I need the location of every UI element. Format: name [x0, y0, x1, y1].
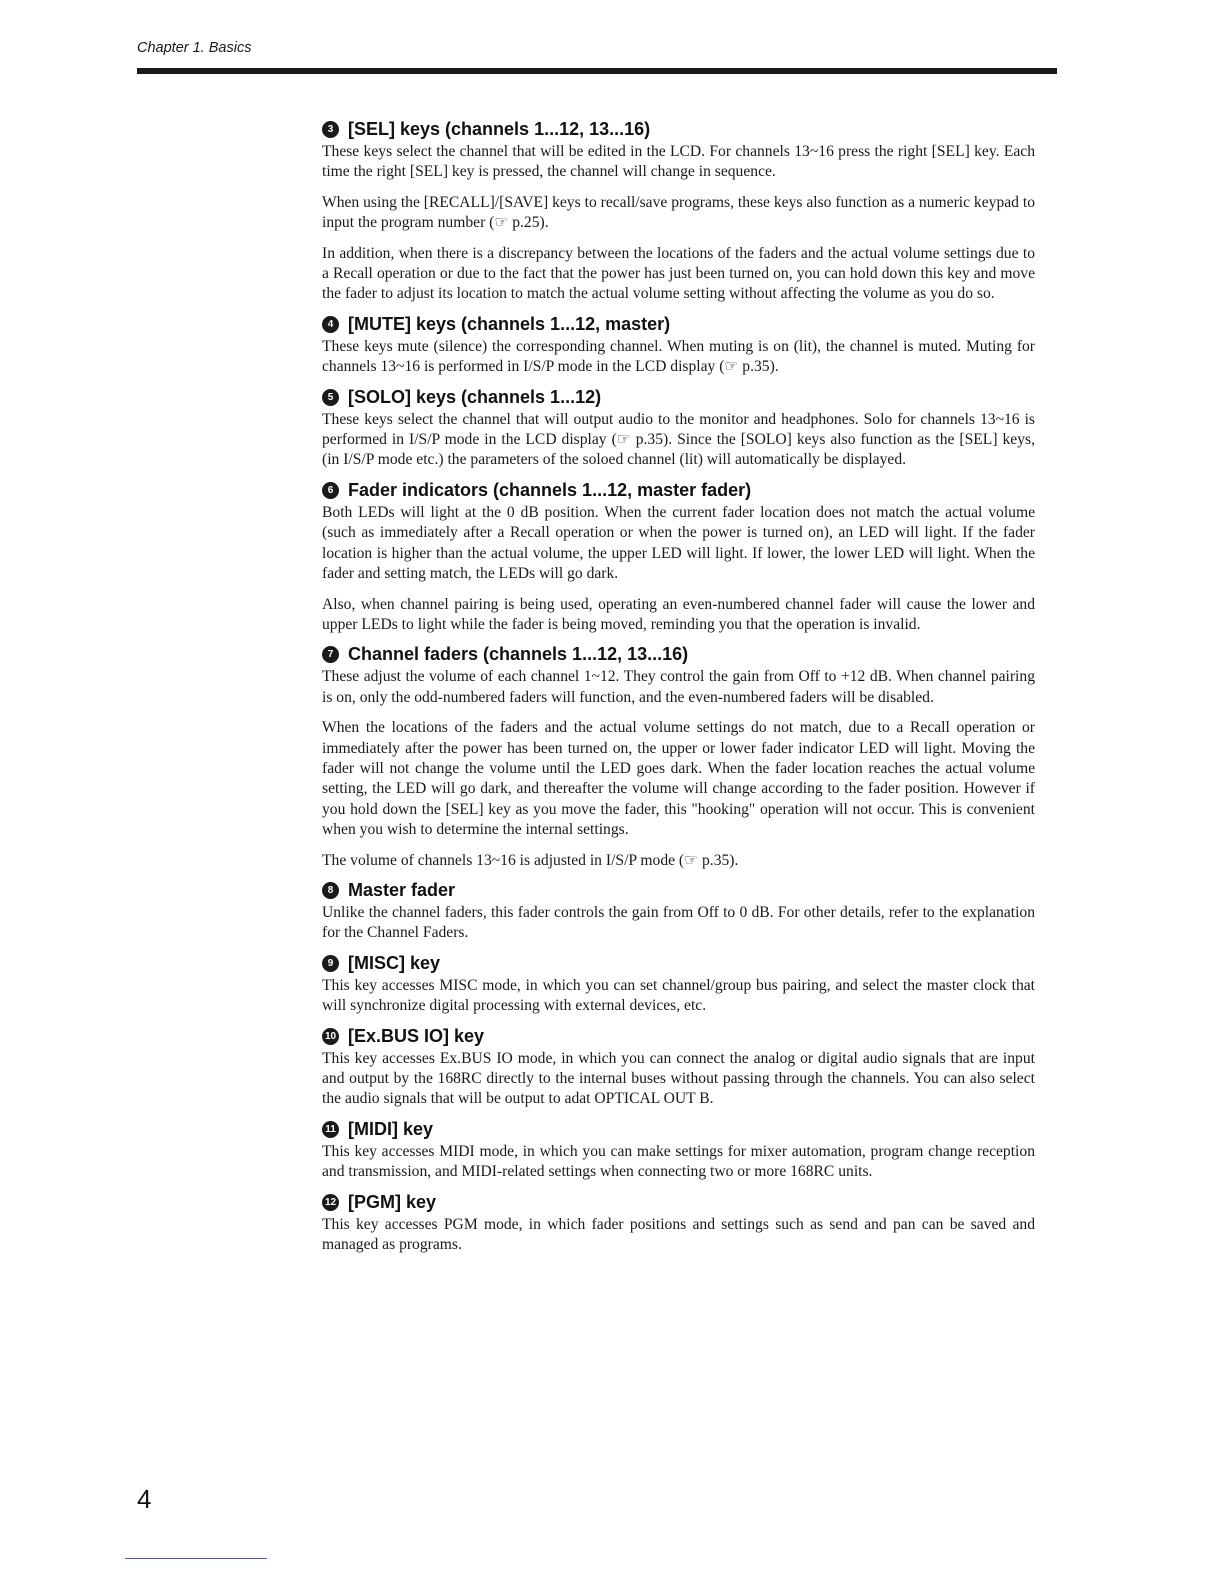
footer-rule — [125, 1558, 267, 1559]
section-misc-key — [322, 952, 1035, 1017]
paragraph: In addition, when there is a discrepancy between the locations of the faders and the actual volume settings due to a Recall operation or due to the fact that the power has just been turned on, you can hold down this key and move the fader to adjust its location to match the actual volume setting without affecting the volume as you do so. — [322, 244, 1035, 303]
section-heading — [322, 1025, 1035, 1048]
section-number-badge: 11 — [322, 1121, 339, 1138]
paragraph: When using the [RECALL]/[SAVE] keys to recall/save programs, these keys also function as a numeric keypad to input the program number (☞ p.25). — [322, 193, 1035, 232]
section-heading — [322, 1191, 1035, 1214]
section-title: [SEL] keys (channels 1...12, 13...16) — [348, 119, 651, 139]
section-title: [MUTE] keys (channels 1...12, master) — [348, 313, 671, 334]
main-content — [322, 118, 1035, 1263]
section-title: [SOLO] keys (channels 1...12) — [348, 386, 602, 407]
section-number-badge: 12 — [322, 1194, 339, 1211]
section-heading — [322, 952, 1035, 975]
section-number-badge: 3 — [322, 121, 339, 138]
section-title: [PGM] key — [348, 1191, 437, 1212]
section-number-badge: 5 — [322, 389, 339, 406]
paragraph: This key accesses PGM mode, in which fader positions and settings such as send and pan can be saved and managed as programs. — [322, 1215, 1035, 1254]
section-midi-key — [322, 1118, 1035, 1183]
section-number-badge: 10 — [322, 1028, 339, 1045]
section-number-badge: 7 — [322, 646, 339, 663]
paragraph: Also, when channel pairing is being used, operating an even-numbered channel fader will cause the lower and upper LEDs to light while the fader is being moved, reminding you that the operation is invalid. — [322, 595, 1035, 633]
section-number-badge: 8 — [322, 882, 339, 899]
section-heading — [322, 643, 1035, 666]
paragraph: These keys select the channel that will be edited in the LCD. For channels 13~16 press the right [SEL] key. Each time the right [SEL] key is pressed, the channel will change in sequence. — [322, 143, 1035, 181]
section-heading — [322, 1118, 1035, 1141]
section-title: Master fader — [348, 879, 456, 900]
header-rule — [137, 68, 1057, 74]
paragraph: These keys select the channel that will output audio to the monitor and headphones. Solo for channels 13~16 is performed in I/S/P mode in the LCD display (☞ p.35). Since the [SOLO] keys also function as the [SEL] keys, (in I/S/P mode etc.) the parameters of the soloed channel (lit) will automatically be displayed. — [322, 410, 1035, 469]
paragraph: This key accesses Ex.BUS IO mode, in which you can connect the analog or digital audio signals that are input and output by the 168RC directly to the internal buses without passing through the channels. You can also select the audio signals that will be output to adat OPTICAL OUT B. — [322, 1049, 1035, 1108]
paragraph: These adjust the volume of each channel 1~12. They control the gain from Off to +12 dB. When channel pairing is on, only the odd-numbered faders will function, and the even-numbered faders will be disabled. — [322, 668, 1035, 706]
section-heading — [322, 479, 1035, 502]
paragraph: Unlike the channel faders, this fader controls the gain from Off to 0 dB. For other details, refer to the explanation for the Channel Faders. — [322, 903, 1035, 942]
section-channel-faders — [322, 643, 1035, 871]
section-solo-keys — [322, 386, 1035, 471]
section-number-badge: 6 — [322, 482, 339, 499]
section-number-badge: 9 — [322, 955, 339, 972]
page-number: 4 — [137, 1484, 152, 1514]
section-heading — [322, 879, 1035, 902]
section-sel-keys — [322, 118, 1035, 305]
section-heading — [322, 386, 1035, 409]
section-mute-keys — [322, 313, 1035, 378]
paragraph: This key accesses MIDI mode, in which you can make settings for mixer automation, program change reception and transmission, and MIDI-related settings when connecting two or more 168RC units. — [322, 1142, 1035, 1181]
section-heading — [322, 313, 1035, 336]
section-heading — [322, 118, 1035, 141]
section-exbus-io-key — [322, 1025, 1035, 1110]
paragraph: These keys mute (silence) the corresponding channel. When muting is on (lit), the channel is muted. Muting for channels 13~16 is performed in I/S/P mode in the LCD display (☞ p.35). — [322, 337, 1035, 376]
section-title: [Ex.BUS IO] key — [348, 1025, 485, 1046]
section-fader-indicators — [322, 479, 1035, 635]
paragraph: The volume of channels 13~16 is adjusted in I/S/P mode (☞ p.35). — [322, 851, 739, 869]
section-title: Fader indicators (channels 1...12, master fader) — [348, 479, 752, 500]
paragraph: This key accesses MISC mode, in which you can set channel/group bus pairing, and select the master clock that will synchronize digital processing with external devices, etc. — [322, 976, 1035, 1015]
section-pgm-key — [322, 1191, 1035, 1256]
section-title: Channel faders (channels 1...12, 13...16) — [348, 644, 689, 665]
section-master-fader — [322, 879, 1035, 944]
chapter-header: Chapter 1. Basics — [137, 40, 252, 56]
paragraph: When the locations of the faders and the actual volume settings do not match, due to a Recall operation or immediately after the power has been turned on, the upper or lower fader indicator LED will light. Moving the fader will not change the volume until the LED goes dark. When the fader location reaches the actual volume setting, the LED will go dark, and thereafter the volume will change according to the fader position. However if you hold down the [SEL] key as you move the fader, this "hooking" operation will not occur. This is convenient when you wish to determine the internal settings. — [322, 719, 1035, 839]
section-title: [MIDI] key — [348, 1118, 434, 1139]
section-title: [MISC] key — [348, 952, 441, 973]
section-number-badge: 4 — [322, 316, 339, 333]
paragraph: Both LEDs will light at the 0 dB position. When the current fader location does not match the actual volume (such as immediately after a Recall operation or when the power is turned on), an LED will light. If the fader location is higher than the actual volume, the upper LED will light. If lower, the lower LED will light. When the fader and setting match, the LEDs will go dark. — [322, 503, 1035, 583]
